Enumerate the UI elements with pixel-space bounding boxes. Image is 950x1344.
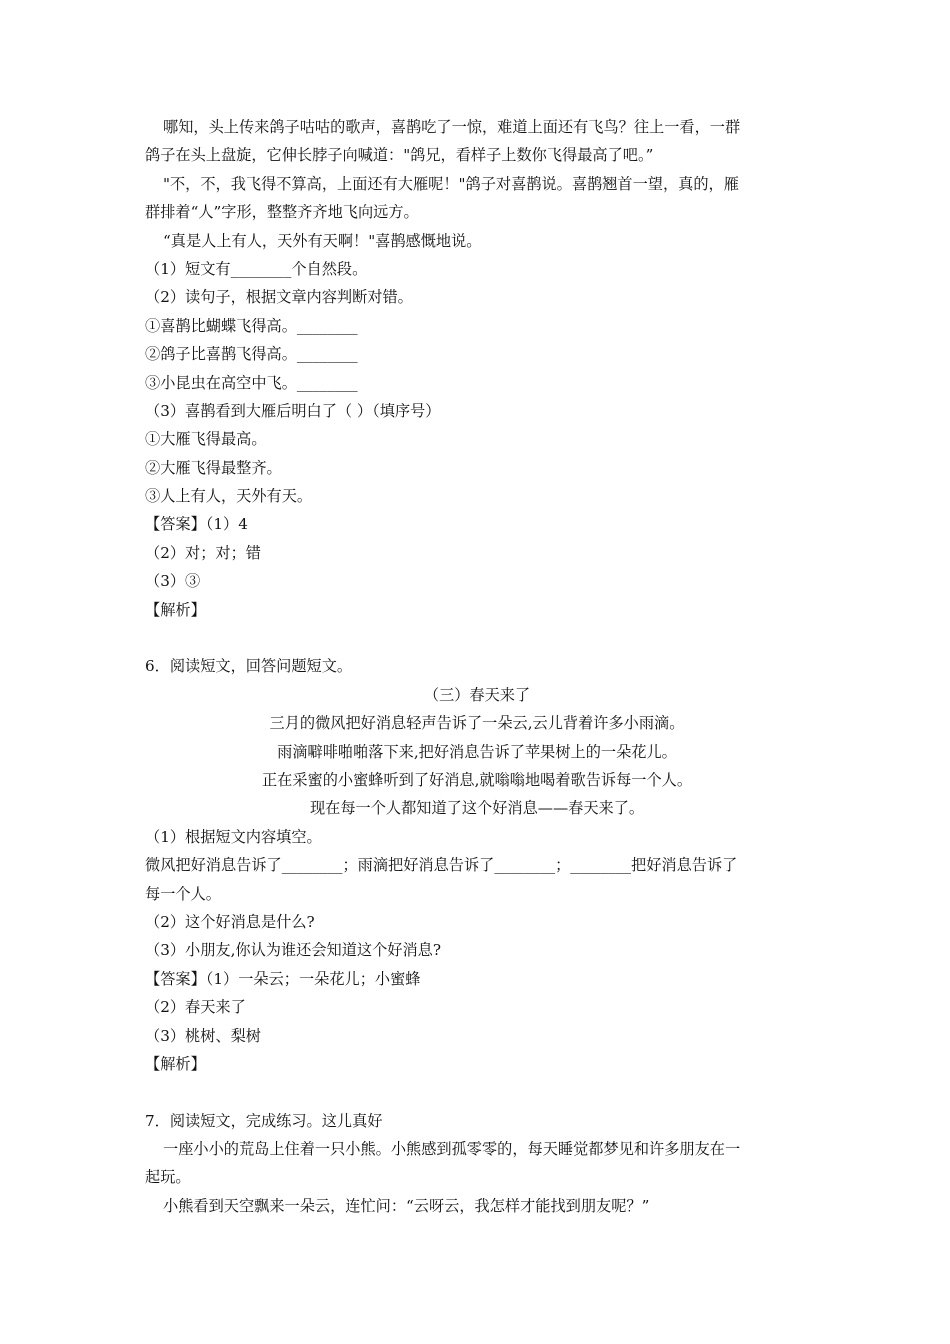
text-line: ③人上有人，天外有天。 [145,487,313,506]
text-line: ③小昆虫在高空中飞。________ [145,373,358,392]
document-body [145,113,809,1220]
text-line: "不，不，我飞得不算高，上面还有大雁呢！"鸽子对喜鹊说。喜鹊翘首一望，真的，雁 [163,174,739,193]
text-line: 6．阅读短文，回答问题短文。 [145,657,353,676]
text-line: （1）根据短文内容填空。 [145,827,322,846]
text-line: （3）小朋友,你认为谁还会知道这个好消息? [145,941,442,960]
text-line: 【答案】（1）一朵云；一朵花儿；小蜜蜂 [145,969,421,988]
text-line: 每一个人。 [145,884,221,903]
text-line: （3）③ [145,572,201,591]
text-line: 正在采蜜的小蜜蜂听到了好消息,就嗡嗡地喝着歌告诉每一个人。 [261,770,693,789]
text-line: ①大雁飞得最高。 [145,430,267,449]
text-line: 现在每一个人都知道了这个好消息——春天来了。 [309,799,645,818]
text-line: 小熊看到天空飘来一朵云，连忙问：“云呀云，我怎样才能找到朋友呢？” [163,1196,650,1215]
text-line: 三月的微风把好消息轻声告诉了一朵云,云儿背着许多小雨滴。 [269,714,685,733]
text-line: ②大雁飞得最整齐。 [145,458,282,477]
text-line: （三）春天来了 [423,685,531,704]
text-line: ②鸽子比喜鹊飞得高。________ [145,345,358,364]
text-line: （3）喜鹊看到大雁后明白了（ ）（填序号） [145,401,441,420]
text-line: “真是人上有人，天外有天啊！"喜鹊感慨地说。 [163,231,482,250]
text-line: 微风把好消息告诉了________；雨滴把好消息告诉了________；________把好消息告诉了 [145,856,738,875]
blank-line [145,624,809,652]
text-line: （3）桃树、梨树 [145,1026,261,1045]
text-line: 雨滴噼啡啪啪落下来,把好消息告诉了苹果树上的一朵花儿。 [277,742,677,761]
text-line: 群排着“人”字形，整整齐齐地飞向远方。 [145,203,419,222]
text-line: 7．阅读短文，完成练习。这儿真好 [145,1111,383,1130]
text-line: 哪知，头上传来鸽子咕咕的歌声，喜鹊吃了一惊，难道上面还有飞鸟？往上一看，一群 [163,118,741,136]
text-line: 【解析】 [145,600,206,619]
text-line: （2）读句子，根据文章内容判断对错。 [145,288,413,307]
text-line: （2）对；对；错 [145,543,261,562]
text-line: 一座小小的荒岛上住着一只小熊。小熊感到孤零零的，每天睡觉都梦见和许多朋友在一 [163,1140,741,1159]
text-line: 【答案】（1）4 [145,515,248,534]
text-line: 【解析】 [145,1054,206,1073]
text-line: 起玩。 [145,1168,191,1187]
text-line: （2）春天来了 [145,998,246,1017]
text-line: ①喜鹊比蝴蝶飞得高。________ [145,316,358,335]
text-line: 鸽子在头上盘旋，它伸长脖子向喊道："鸽兄，看样子上数你飞得最高了吧。” [145,146,654,165]
text-line: （1）短文有________个自然段。 [145,259,368,278]
text-line: （2）这个好消息是什么? [145,912,315,931]
blank-line [145,1078,809,1106]
